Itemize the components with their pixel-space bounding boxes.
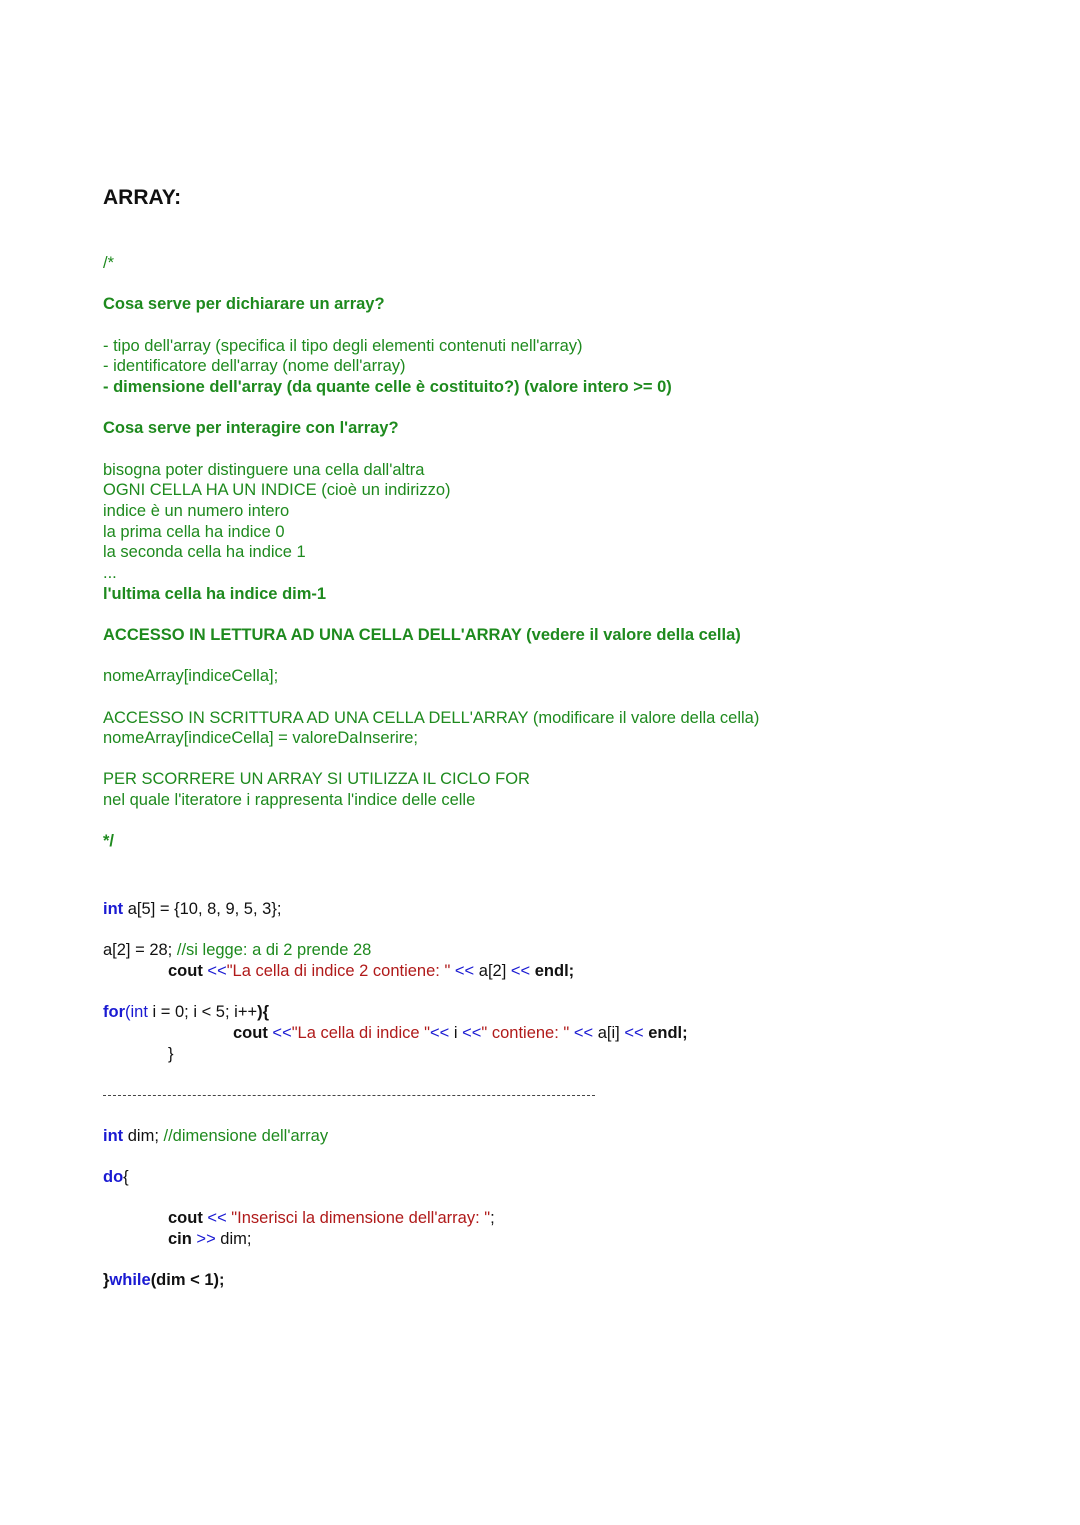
code-operator: << <box>462 1024 482 1042</box>
code-comment: //dimensione dell'array <box>163 1127 329 1145</box>
keyword-endl: endl; <box>648 1024 688 1042</box>
code-line-cout <box>168 961 574 981</box>
code-comment: //si legge: a di 2 prende 28 <box>176 941 372 959</box>
code-operator: << <box>202 962 227 980</box>
keyword-while: while <box>109 1271 151 1289</box>
code-text: (dim < 1); <box>150 1271 225 1289</box>
code-line-while <box>103 1270 225 1290</box>
keyword-for: for <box>103 1003 125 1021</box>
code-operator: << <box>430 1024 450 1042</box>
keyword-do: do <box>103 1168 124 1186</box>
code-string: "La cella di indice 2 contiene: " <box>226 962 451 980</box>
code-line-cout-loop <box>233 1023 688 1043</box>
code-operator: << <box>450 962 479 980</box>
comment-close: */ <box>103 832 115 850</box>
loop-note: nel quale l'iteratore i rappresenta l'indice delle celle <box>103 791 476 809</box>
code-text: a[i] <box>597 1024 620 1042</box>
code-brace: ){ <box>257 1003 270 1021</box>
code-string: "Inserisci la dimensione dell'array: " <box>231 1209 491 1227</box>
code-text: i <box>449 1024 463 1042</box>
interact-line: ... <box>103 564 117 582</box>
code-text: a[5] = {10, 8, 9, 5, 3}; <box>123 900 282 918</box>
separator-line <box>103 1095 595 1096</box>
read-access-heading: ACCESSO IN LETTURA AD UNA CELLA DELL'ARRAY (vedere il valore della cella) <box>103 626 741 644</box>
code-brace: } <box>103 1271 110 1289</box>
loop-note: PER SCORRERE UN ARRAY SI UTILIZZA IL CICLO FOR <box>103 770 530 788</box>
code-brace: { <box>123 1168 129 1186</box>
code-operator: >> <box>191 1230 221 1248</box>
code-text: a[2] <box>478 962 507 980</box>
write-access-syntax: nomeArray[indiceCella] = valoreDaInserire; <box>103 729 419 747</box>
declare-item: - tipo dell'array (specifica il tipo degli elementi contenuti nell'array) <box>103 337 583 355</box>
comment-open: /* <box>103 254 115 272</box>
code-string: " contiene: " <box>481 1024 570 1042</box>
code-operator: << <box>506 962 535 980</box>
code-line-cin <box>168 1229 251 1249</box>
code-text: dim; <box>123 1127 164 1145</box>
write-access-heading: ACCESSO IN SCRITTURA AD UNA CELLA DELL'ARRAY (modificare il valore della cella) <box>103 709 760 727</box>
code-operator: << <box>202 1209 232 1227</box>
keyword-cout: cout <box>233 1024 268 1042</box>
keyword-int: int <box>103 1127 124 1145</box>
code-text: dim; <box>220 1230 252 1248</box>
code-text: i = 0; i < 5; i++ <box>147 1003 258 1021</box>
interact-line: OGNI CELLA HA UN INDICE (cioè un indirizzo) <box>103 481 451 499</box>
code-string: "La cella di indice " <box>291 1024 430 1042</box>
interact-line: indice è un numero intero <box>103 502 290 520</box>
code-line-assign <box>103 940 371 960</box>
code-line-for-end: } <box>168 1045 174 1063</box>
code-line-cout-prompt <box>168 1208 495 1228</box>
read-access-syntax: nomeArray[indiceCella]; <box>103 667 279 685</box>
keyword-cout: cout <box>168 962 203 980</box>
declare-question: Cosa serve per dichiarare un array? <box>103 295 385 313</box>
keyword-cout: cout <box>168 1209 203 1227</box>
code-line-dim-decl <box>103 1126 328 1146</box>
keyword-int: int <box>130 1003 148 1021</box>
keyword-endl: endl; <box>534 962 575 980</box>
interact-line: bisogna poter distinguere una cella dall'altra <box>103 461 425 479</box>
keyword-int: int <box>103 900 124 918</box>
interact-question: Cosa serve per interagire con l'array? <box>103 419 399 437</box>
interact-line: la prima cella ha indice 0 <box>103 523 285 541</box>
code-text: ; <box>490 1209 495 1227</box>
page-title: ARRAY: <box>103 186 182 209</box>
keyword-cin: cin <box>168 1230 192 1248</box>
code-operator: << <box>267 1024 292 1042</box>
code-line-do <box>103 1167 129 1187</box>
declare-item: - identificatore dell'array (nome dell'array) <box>103 357 406 375</box>
code-operator: << <box>569 1024 598 1042</box>
declare-item: - dimensione dell'array (da quante celle è costituito?) (valore intero >= 0) <box>103 378 672 396</box>
code-paren: ( <box>125 1003 131 1021</box>
code-text: a[2] = 28; <box>103 941 177 959</box>
interact-line: l'ultima cella ha indice dim-1 <box>103 585 327 603</box>
code-line-for <box>103 1002 269 1022</box>
code-line-declaration <box>103 899 281 919</box>
code-operator: << <box>619 1024 649 1042</box>
interact-line: la seconda cella ha indice 1 <box>103 543 306 561</box>
